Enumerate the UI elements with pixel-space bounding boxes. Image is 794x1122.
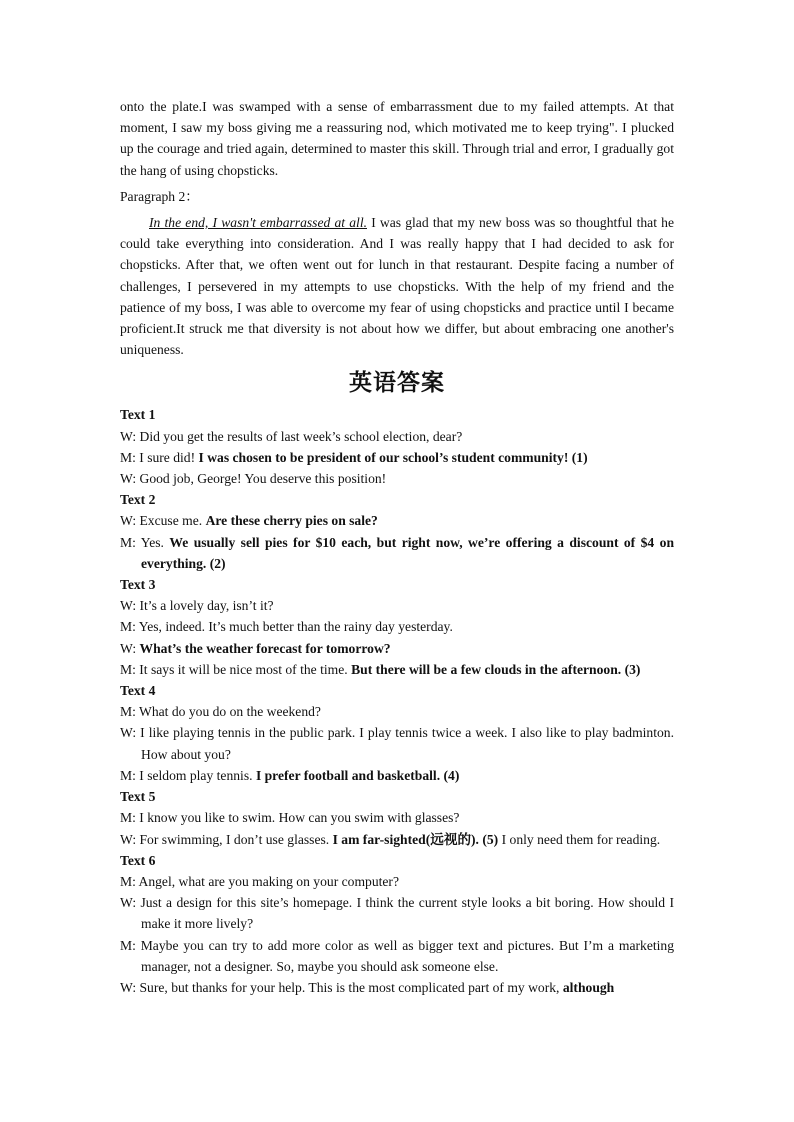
dialogue-plain-text: W: Just a design for this site’s homepage. I think the current style looks a bit boring. How should I make it more lively? [120, 895, 674, 932]
dialogue-line [120, 977, 674, 998]
paragraph-2-lead-sentence: In the end, I wasn't embarrassed at all. [149, 215, 367, 231]
passage-paragraph-1: onto the plate.I was swamped with a sense of embarrassment due to my failed attempts. At that moment, I saw my boss giving me a reassuring nod, which motivated me to keep trying". I plucked up the courage and tried again, determined to master this skill. Through trial and error, I gradually got the hang of using chopsticks. [120, 99, 674, 178]
dialogue-line [120, 935, 674, 977]
passage-paragraph-2 [120, 212, 674, 360]
dialogue-line [120, 638, 674, 659]
dialogue-line [120, 468, 674, 489]
dialogue-plain-text: M: It says it will be nice most of the time. [120, 661, 352, 677]
dialogue-plain-text: W: Sure, but thanks for your help. This is the most complicated part of my work, [120, 979, 563, 995]
dialogue-line [120, 595, 674, 616]
dialogue-plain-text: M: What do you do on the weekend? [120, 704, 321, 720]
dialogue-line [120, 871, 674, 892]
dialogue-line [120, 807, 674, 828]
dialogue-answer-bold: although [562, 979, 615, 995]
dialogue-line [120, 701, 674, 722]
dialogue-answer-bold: We usually sell pies for $10 each, but right now, we’re offering a discount of $4 on everything. (2) [141, 534, 675, 571]
dialogue-line [120, 722, 674, 764]
dialogue-plain-text: M: I seldom play tennis. [120, 767, 256, 783]
dialogue-plain-text: W: For swimming, I don’t use glasses. [120, 831, 333, 847]
dialogue-line [120, 616, 674, 637]
dialogue-plain-text: M: Angel, what are you making on your computer? [120, 873, 399, 889]
dialogue-plain-text: W: [120, 640, 140, 656]
dialogue-answer-bold: I was chosen to be president of our school’s student community! (1) [198, 449, 588, 465]
document-page [120, 96, 674, 998]
text-heading: Text 5 [120, 789, 156, 805]
dialogue-plain-text: M: Yes, indeed. It’s much better than the rainy day yesterday. [120, 619, 453, 635]
dialogue-line [120, 829, 674, 850]
dialogue-line [120, 426, 674, 447]
dialogue-plain-text: M: Maybe you can try to add more color as well as bigger text and pictures. But I’m a marketing manager, not a designer. So, maybe you should ask someone else. [120, 937, 674, 974]
dialogue-answer-bold: What’s the weather forecast for tomorrow? [139, 640, 391, 656]
paragraph-2-body: I was glad that my new boss was so thoughtful that he could take everything into consideration. And I was really happy that I had decided to ask for chopsticks. After that, we often went out for lunch in that restaurant. Despite facing a number of challenges, I persevered in my attempts to use chopsticks. With the help of my friend and the patience of my boss, I was able to overcome my fear of using chopsticks and practice until I became proficient.It struck me that diversity is not about how we differ, but about embracing one another's uniqueness. [120, 215, 674, 358]
dialogue-line [120, 447, 674, 468]
dialogue-line [120, 892, 674, 934]
dialogue-answer-bold: Are these cherry pies on sale? [205, 513, 378, 529]
transcript-list [120, 404, 674, 998]
dialogue-answer-bold: I am far-sighted(远视的). (5) [332, 831, 499, 847]
dialogue-plain-text: M: I sure did! [120, 449, 199, 465]
dialogue-plain-text: M: I know you like to swim. How can you swim with glasses? [120, 810, 460, 826]
paragraph-2-label: Paragraph 2： [120, 188, 199, 204]
text-heading: Text 3 [120, 577, 156, 593]
page-title: 英语答案 [349, 370, 445, 397]
dialogue-plain-text: M: Yes. [120, 534, 170, 550]
text-heading: Text 1 [120, 407, 156, 423]
dialogue-line [120, 532, 674, 574]
dialogue-plain-text: W: Did you get the results of last week’s school election, dear? [120, 428, 463, 444]
dialogue-plain-text: W: Excuse me. [120, 513, 206, 529]
text-heading: Text 2 [120, 492, 156, 508]
text-heading: Text 6 [120, 852, 156, 868]
dialogue-plain-text: W: It’s a lovely day, isn’t it? [120, 598, 274, 614]
dialogue-plain-text: W: Good job, George! You deserve this position! [120, 471, 387, 487]
dialogue-line [120, 765, 674, 786]
dialogue-line [120, 510, 674, 531]
dialogue-plain-text: W: I like playing tennis in the public park. I play tennis twice a week. I also like to play badminton. How about you? [120, 725, 674, 762]
text-heading: Text 4 [120, 683, 156, 699]
dialogue-line [120, 659, 674, 680]
dialogue-answer-bold: I prefer football and basketball. (4) [255, 767, 460, 783]
dialogue-answer-bold: But there will be a few clouds in the afternoon. (3) [351, 661, 641, 677]
dialogue-tail-text: I only need them for reading. [498, 831, 661, 847]
